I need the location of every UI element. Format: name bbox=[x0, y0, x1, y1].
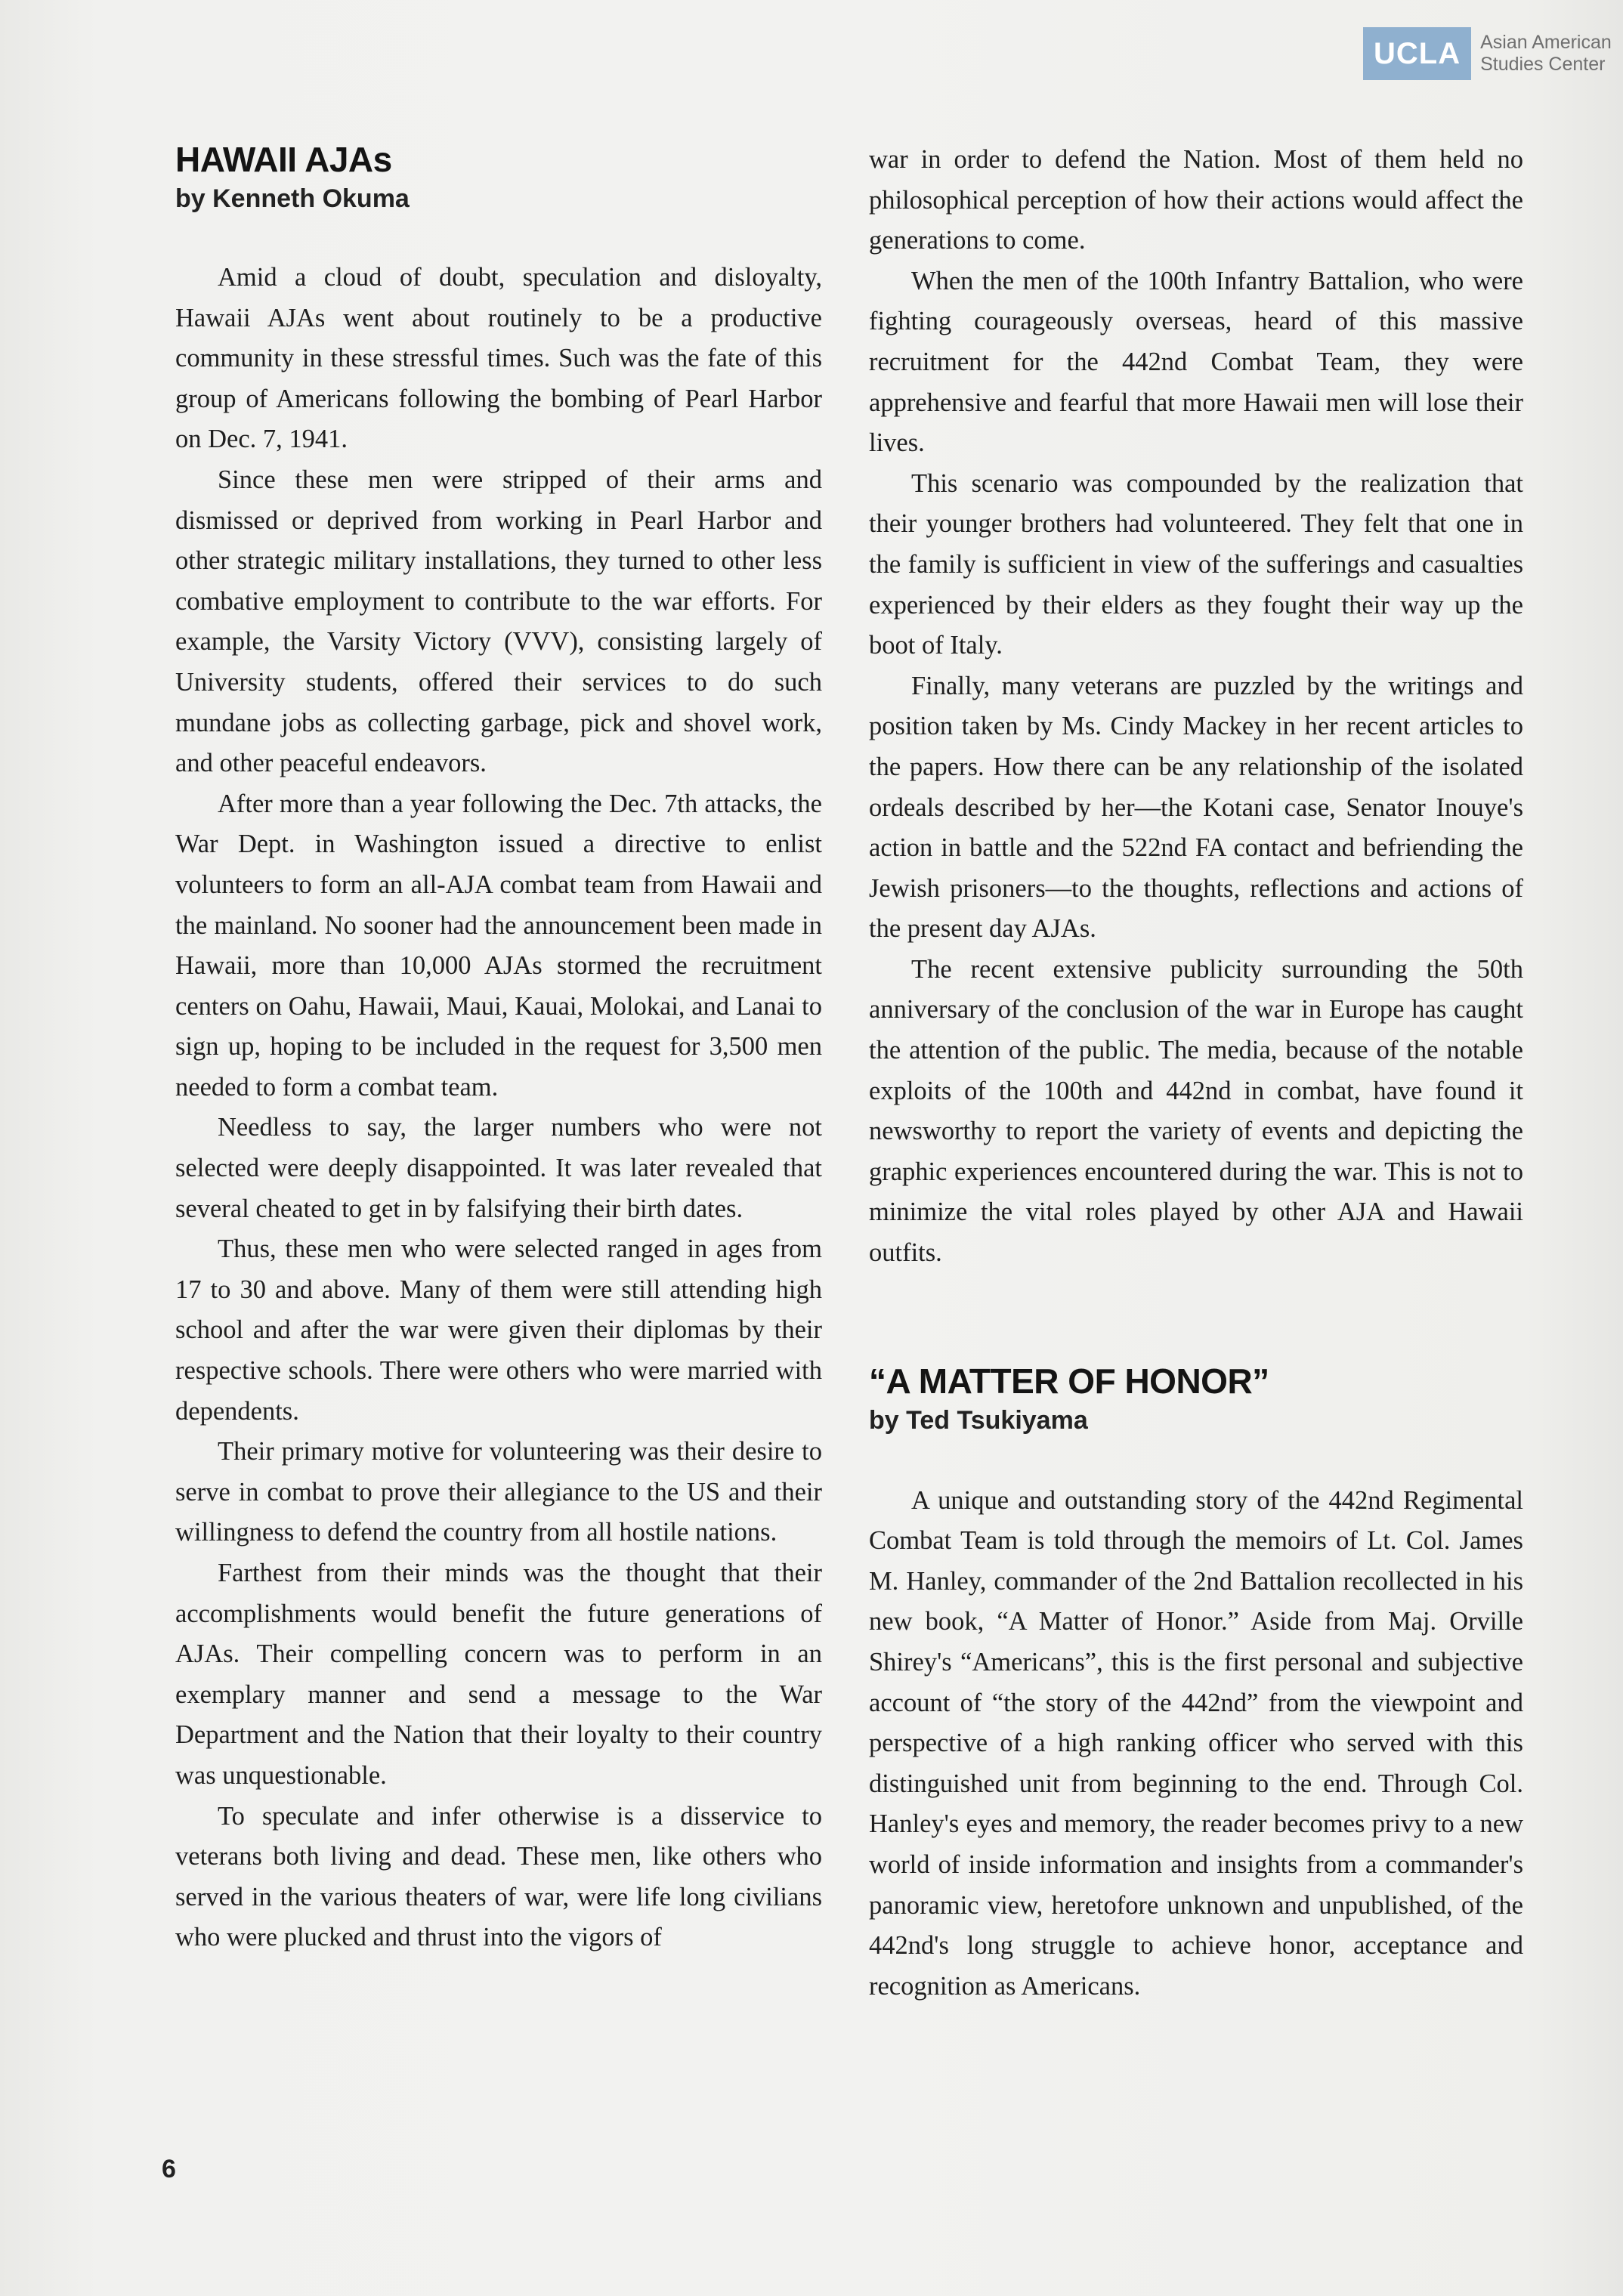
article-body-continued bbox=[869, 140, 1523, 1274]
paragraph: The recent extensive publicity surrounding the 50th anniversary of the conclusion of the war in Europe has caught the attention of the public. The media, because of the notable exploits of the 100th and 442nd in combat, have found it newsworthy to report the variety of events and depicting the graphic experiences encountered during the war. This is not to minimize the vital roles played by other AJA and Hawaii outfits. bbox=[869, 954, 1523, 1268]
paragraph: When the men of the 100th Infantry Battalion, who were fighting courageously overseas, heard of this massive recruitment for the 442nd Combat Team, they were apprehensive and fearful that more Hawaii men will lose their lives. bbox=[869, 266, 1523, 458]
paragraph: Since these men were stripped of their arms and dismissed or deprived from working in Pearl Harbor and other strategic military installations, they turned to other less combative employment to contribute to the war efforts. For example, the Varsity Victory (VVV), consisting largely of University students, offered their services to do such mundane jobs as collecting garbage, pick and shovel work, and other peaceful endeavors. bbox=[175, 465, 822, 778]
logo-caption-line-1: Asian American bbox=[1480, 32, 1612, 53]
paragraph: war in order to defend the Nation. Most of them held no philosophical perception of how their actions would affect the generations to come. bbox=[869, 145, 1523, 255]
right-column bbox=[869, 140, 1523, 2007]
left-column bbox=[175, 140, 822, 1958]
paragraph: Farthest from their minds was the thought that their accomplishments would benefit the future generations of AJAs. Their compelling concern was to perform in an exemplary manner and send a message to the War Department and the Nation that their loyalty to their country was unquestionable. bbox=[175, 1559, 822, 1790]
second-article-byline: by Ted Tsukiyama bbox=[869, 1405, 1088, 1435]
second-article-body bbox=[869, 1481, 1523, 2007]
paragraph: To speculate and infer otherwise is a disservice to veterans both living and dead. These men, like others who served in the various theaters of war, were life long civilians who were plucked and thrust into the vigors of bbox=[175, 1801, 822, 1952]
article-byline: by Kenneth Okuma bbox=[175, 184, 410, 213]
logo-caption-line-2: Studies Center bbox=[1480, 54, 1606, 75]
ucla-aasc-logo bbox=[1363, 27, 1612, 80]
paragraph: Amid a cloud of doubt, speculation and disloyalty, Hawaii AJAs went about routinely to be a productive community in these stressful times. Such was the fate of this group of Americans following the bombing of Pearl Harbor on Dec. 7, 1941. bbox=[175, 263, 822, 454]
paragraph: Their primary motive for volunteering was their desire to serve in combat to prove their allegiance to the US and their willingness to defend the country from all hostile nations. bbox=[175, 1437, 822, 1547]
page-number: 6 bbox=[162, 2155, 176, 2183]
paragraph: A unique and outstanding story of the 442nd Regimental Combat Team is told through the memoirs of Lt. Col. James M. Hanley, commander of the 2nd Battalion recollected in his new book, “A Matter of Honor.” Aside from Maj. Orville Shirey's “Americans”, this is the first personal and subjective account of “the story of the 442nd” from the viewpoint and perspective of a high ranking officer who served with this distinguished unit from beginning to the end. Through Col. Hanley's eyes and memory, the reader becomes privy to a new world of inside information and insights from a commander's panoramic view, heretofore unknown and unpublished, of the 442nd's long struggle to achieve honor, acceptance and recognition as Americans. bbox=[869, 1485, 1523, 2001]
second-article-title: “A MATTER OF HONOR” bbox=[869, 1361, 1269, 1401]
paragraph: Thus, these men who were selected ranged in ages from 17 to 30 and above. Many of them were still attending high school and after the war were given their diplomas by their respective schools. There were others who were married with dependents. bbox=[175, 1235, 822, 1426]
article-title: HAWAII AJAs bbox=[175, 140, 392, 179]
paragraph: After more than a year following the Dec. 7th attacks, the War Dept. in Washington issued a directive to enlist volunteers to form an all-AJA combat team from Hawaii and the mainland. No sooner had the announcement been made in Hawaii, more than 10,000 AJAs stormed the recruitment centers on Oahu, Hawaii, Maui, Kauai, Molokai, and Lanai to sign up, hoping to be included in the request for 3,500 men needed to form a combat team. bbox=[175, 789, 822, 1102]
paragraph: Needless to say, the larger numbers who were not selected were deeply disappointed. It was later revealed that several cheated to get in by falsifying their birth dates. bbox=[175, 1113, 822, 1223]
paragraph: Finally, many veterans are puzzled by the writings and position taken by Ms. Cindy Mackey in her recent articles to the papers. How there can be any relationship of the isolated ordeals described by her—the Kotani case, Senator Inouye's action in battle and the 522nd FA contact and befriending the Jewish prisoners—to the thoughts, reflections and actions of the present day AJAs. bbox=[869, 671, 1523, 944]
logo-caption bbox=[1480, 32, 1612, 76]
article-body bbox=[175, 258, 822, 1958]
paragraph: This scenario was compounded by the realization that their younger brothers had volunteered. They felt that one in the family is sufficient in view of the sufferings and casualties experienced by their elders as they fought their way up the boot of Italy. bbox=[869, 468, 1523, 660]
ucla-logo-mark: UCLA bbox=[1363, 27, 1471, 80]
